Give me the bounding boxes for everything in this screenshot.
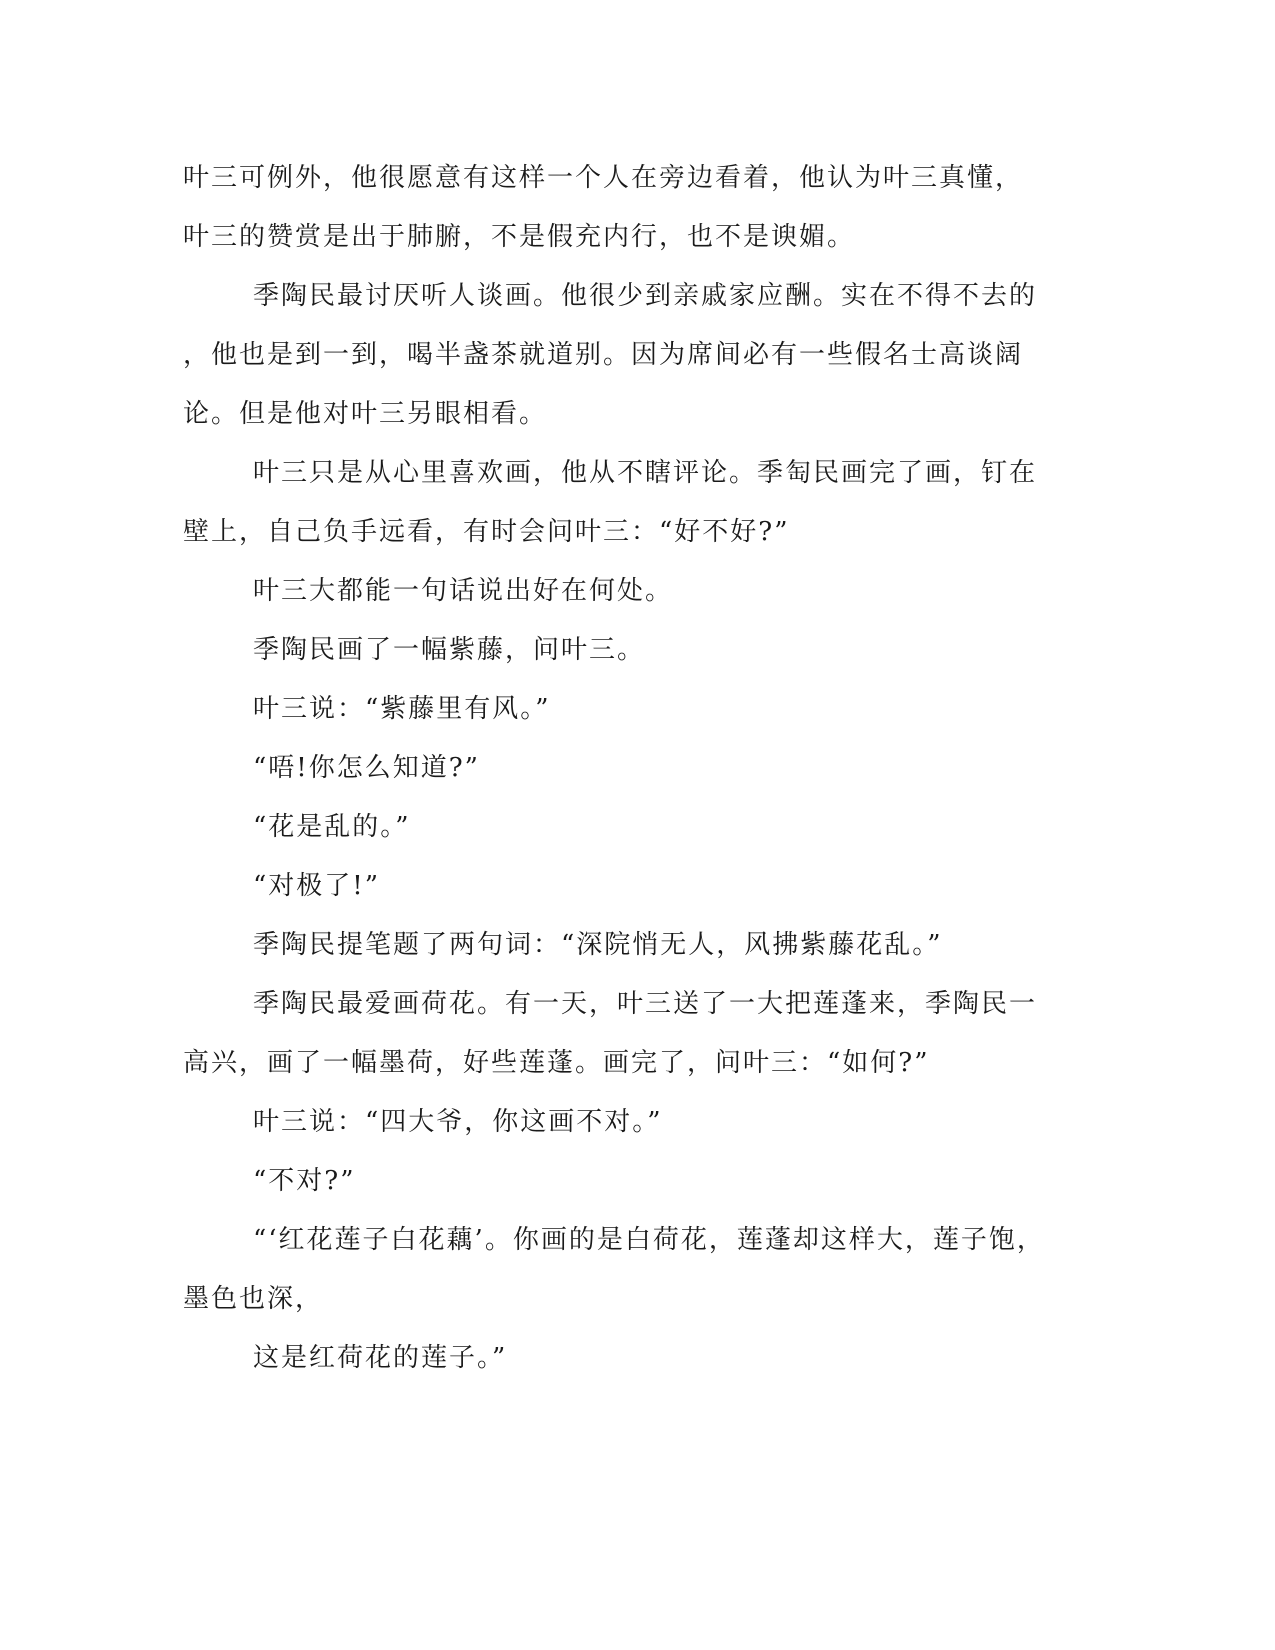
text-line: ，他也是到一到，喝半盏茶就道别。因为席间必有一些假名士高谈阔 [183, 340, 1024, 370]
paragraph-first-line: “唔!你怎么知道?” [253, 753, 480, 783]
text-line: 墨色也深， [183, 1284, 324, 1314]
paragraph-first-line: “‘红花莲子白花藕’。你画的是白荷花，莲蓬却这样大，莲子饱， [253, 1225, 1045, 1255]
paragraph-first-line: 这是红荷花的莲子。” [253, 1343, 508, 1373]
paragraph-first-line: 叶三说：“四大爷，你这画不对。” [253, 1107, 663, 1137]
paragraph-first-line: 季陶民画了一幅紫藤，问叶三。 [253, 635, 646, 665]
paragraph-first-line: 叶三说：“紫藤里有风。” [253, 694, 551, 724]
text-line: 壁上，自己负手远看，有时会问叶三：“好不好?” [183, 517, 790, 547]
text-line: 论。但是他对叶三另眼相看。 [183, 399, 548, 429]
paragraph-first-line: “花是乱的。” [253, 812, 411, 842]
text-line: 高兴，画了一幅墨荷，好些莲蓬。画完了，问叶三：“如何?” [183, 1048, 930, 1078]
paragraph-first-line: “对极了!” [253, 871, 381, 901]
paragraph-first-line: 叶三大都能一句话说出好在何处。 [253, 576, 674, 606]
paragraph-first-line: 叶三只是从心里喜欢画，他从不瞎评论。季匋民画完了画，钉在 [253, 458, 1038, 488]
text-line: 叶三可例外，他很愿意有这样一个人在旁边看着，他认为叶三真懂， [183, 163, 1024, 193]
paragraph-first-line: “不对?” [253, 1166, 356, 1196]
paragraph-first-line: 季陶民提笔题了两句词：“深院悄无人，风拂紫藤花乱。” [253, 930, 943, 960]
paragraph-first-line: 季陶民最讨厌听人谈画。他很少到亲戚家应酬。实在不得不去的 [253, 281, 1038, 311]
paragraph-first-line: 季陶民最爱画荷花。有一天，叶三送了一大把莲蓬来，季陶民一 [253, 989, 1038, 1019]
text-line: 叶三的赞赏是出于肺腑，不是假充内行，也不是谀媚。 [183, 222, 856, 252]
